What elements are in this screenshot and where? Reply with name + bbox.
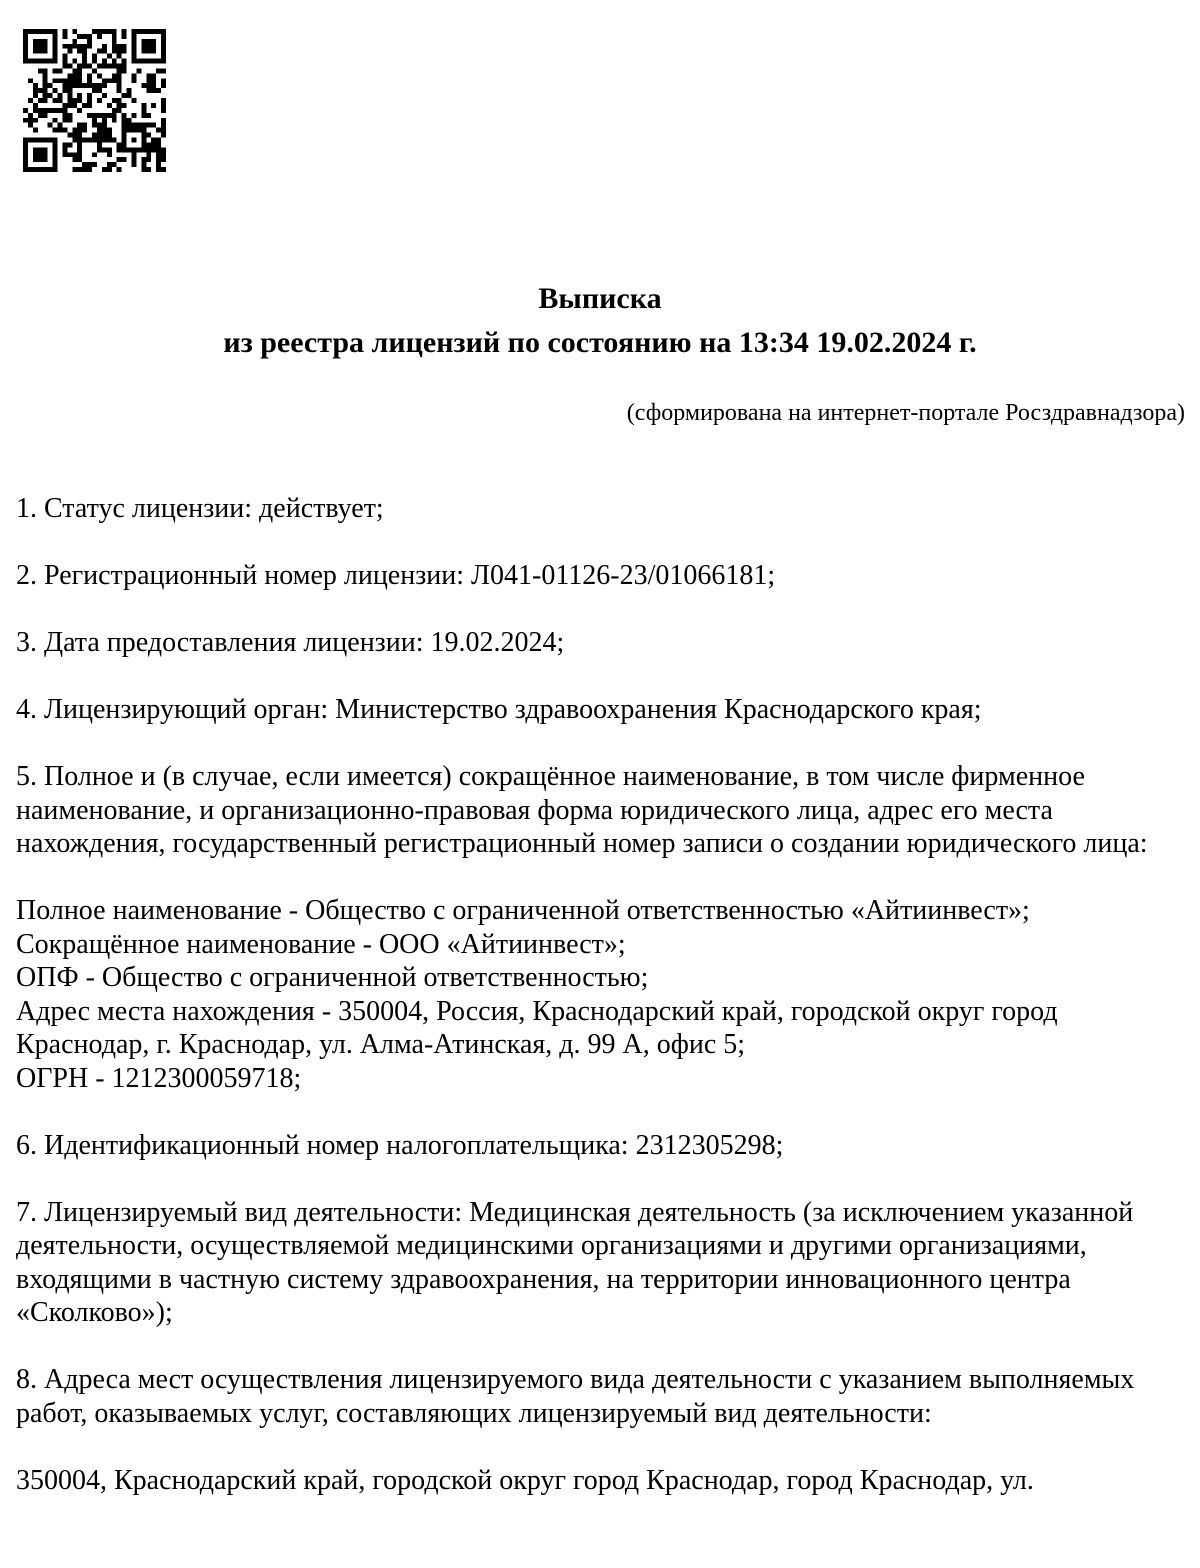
text-line: 350004, Краснодарский край, городской округ город Краснодар, город Краснодар, ул.	[16, 1464, 1034, 1496]
text-line: ОПФ - Общество с ограниченной ответственностью;	[16, 962, 649, 993]
text-line: 6. Идентификационный номер налогоплательщика: 2312305298;	[16, 1129, 784, 1161]
paragraph-activity-addresses-heading	[16, 1363, 1194, 1430]
text-line: 2. Регистрационный номер лицензии: Л041-01126-23/01066181;	[16, 560, 776, 591]
paragraph-activity-address	[16, 1464, 1194, 1498]
text-line: 8. Адреса мест осуществления лицензируемого вида деятельности с указанием выполняемых	[16, 1364, 1135, 1395]
paragraph-org-info-details	[16, 894, 1194, 1095]
text-line: Краснодар, г. Краснодар, ул. Алма-Атинская, д. 99 А, офис 5;	[16, 1029, 746, 1060]
paragraph-org-info-heading	[16, 760, 1194, 861]
text-line: наименование, и организационно-правовая форма юридического лица, адрес его места	[16, 794, 1053, 826]
title-line-1: Выписка	[538, 282, 662, 315]
text-line: 7. Лицензируемый вид деятельности: Медицинская деятельность (за исключением указанной	[16, 1196, 1134, 1228]
qr-code-icon	[23, 29, 166, 172]
text-line: Полное наименование - Общество с ограниченной ответственностью «Айтиинвест»;	[16, 895, 1030, 926]
paragraph-licensed-activity	[16, 1196, 1194, 1330]
text-line: Адрес места нахождения - 350004, Россия, Краснодарский край, городской округ город	[16, 995, 1058, 1027]
text-line: Сокращённое наименование - ООО «Айтиинвест»;	[16, 928, 626, 960]
text-line: ОГРН - 1212300059718;	[16, 1062, 302, 1094]
document-title	[0, 277, 1200, 365]
paragraph-grant-date	[16, 626, 1194, 660]
paragraph-license-status	[16, 492, 1194, 526]
title-line-2: из реестра лицензий по состоянию на 13:34 19.02.2024 г.	[223, 326, 977, 359]
text-line: «Сколково»);	[16, 1297, 173, 1328]
text-line: работ, оказываемых услуг, составляющих лицензируемый вид деятельности:	[16, 1397, 932, 1429]
paragraph-taxpayer-number	[16, 1129, 1194, 1163]
text-line: входящими в частную систему здравоохранения, на территории инновационного центра	[16, 1263, 1071, 1295]
text-line: нахождения, государственный регистрационный номер записи о создании юридического лица:	[16, 828, 1148, 859]
text-line: 5. Полное и (в случае, если имеется) сокращённое наименование, в том числе фирменное	[16, 761, 1085, 792]
text-line: 4. Лицензирующий орган: Министерство здравоохранения Краснодарского края;	[16, 694, 982, 725]
paragraph-licensing-authority	[16, 693, 1194, 727]
document-body	[16, 492, 1194, 1497]
text-line: 3. Дата предоставления лицензии: 19.02.2024;	[16, 627, 565, 658]
text-line: 1. Статус лицензии: действует;	[16, 493, 384, 524]
document-subtitle: (сформирована на интернет-портале Росздравнадзора)	[626, 400, 1185, 426]
paragraph-registration-number	[16, 559, 1194, 593]
text-line: деятельности, осуществляемой медицинскими организациями и другими организациями,	[16, 1230, 1087, 1261]
